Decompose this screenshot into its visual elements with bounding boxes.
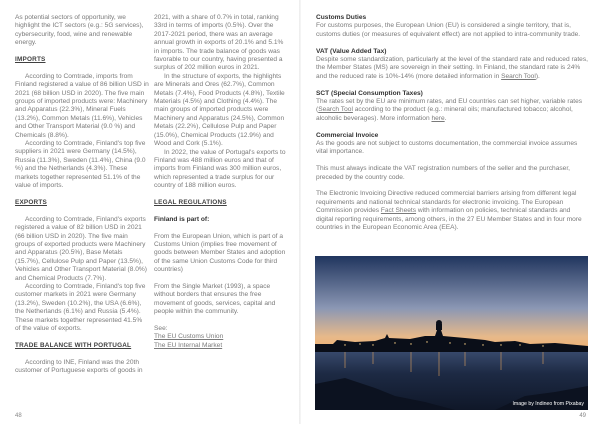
imports-heading: IMPORTS [15,56,46,64]
harbour-dusk-image [315,256,588,410]
trade-balance-paragraph: According to INE, Finland was the 20th customer of Portuguese exports of goods in [15,358,143,374]
eu-internal-market-link[interactable]: The EU Internal Market [154,341,223,349]
vat-paragraph [316,56,588,81]
exports-customers-paragraph: According to Comtrade, Finland's top five customer markets in 2021 were Germany (13.2%), Sweden (10.2%), the USA (6.6%), the Netherlands (6.1%) and Russia (5.4%). These markets together represented 41.5% of the value of exports. [15,282,146,332]
right-page-number: 49 [579,413,586,419]
left-page-number: 48 [15,413,22,419]
sct-text-middle: according to the product (e.g.: mineral oils; manufactured tobacco; alcohol, alcoholic beverages). More information [316,106,573,122]
helsinki-harbour-photo [315,256,588,410]
legal-regulations-heading: LEGAL REGULATIONS [154,198,227,206]
e-invoicing-text-end: with information on policies, technical standards and digital reporting requirements, among others, in the 27 EU Member States and in four more countries in the European Economic Area (EEA). [316,207,582,232]
e-invoicing-text: The Electronic Invoicing Directive reduced commercial barriers arising from different legal requirements and national technical standards for electronic invoicing. The European Commission provides [316,190,577,215]
sectors-paragraph: As potential sectors of opportunity, we highlight the ICT sectors (e.g.: 5G services), cybersecurity, food, wine and renewable energy. [15,14,144,47]
imports-suppliers-paragraph: According to Comtrade, Finland's top five suppliers in 2021 were Germany (14.5%), Russia (11.3%), Sweden (11.4%), China (9.0 %) and the Netherlands (4.3%). These markets together represented 51.1% of the value of imports. [15,140,146,190]
vat-text: Despite some standardization, particularly at the level of the standard rate and reduced rates, the Member States (MS) are sovereign in their setting. In Finland, the standard rate is 24% and the reduced rate is 10%-14% (more detailed information in [316,56,588,80]
sct-search-tool-link[interactable]: Search Tool [318,106,353,114]
trade-structure-paragraph: In the structure of exports, the highlights are Minerals and Ores (62.7%), Common Metals (7.4%), Food Products (4.8%), Textile Materials (4.5%) and Clothing (4.4%). The main groups of imported products were Machinery and Apparatus (24.5%), Common Metals (22.2%), Cellulose Pulp and Paper (15.0%), Chemical Products (12.9%) and Wood and Cork (5.1%). [154,72,285,148]
portugal-trade-paragraph: In 2022, the value of Portugal's exports to Finland was 488 million euros and that of imports from Finland was 300 million euros, which represented a trade surplus for our country of 188 million euros. [154,148,286,190]
vat-registration-paragraph: This must always indicate the VAT registration numbers of the seller and the purchaser, preceded by the country code. [316,165,570,181]
eu-customs-union-link[interactable]: The EU Customs Union [154,333,224,341]
vat-heading: VAT (Value Added Tax) [316,47,387,55]
imports-paragraph: According to Comtrade, imports from Finland registered a value of 86 billion USD in 2021 (68 billion USD in 2020). The five main groups of imported products were: Machinery and Apparatus (22.3%), Mineral Fuels (13.2%), Common Metals (11.6%), Vehicles and Other Transport Material (9.0 %) and Chemicals (8.8%). [15,72,149,139]
see-label: See: [154,324,168,332]
trade-balance-heading: TRADE BALANCE WITH PORTUGAL [15,341,132,349]
left-page-column-2 [154,14,290,350]
fact-sheets-link[interactable]: Fact Sheets [380,207,417,215]
sct-heading: SCT (Special Consumption Taxes) [316,89,423,97]
vat-text-end: ). [535,72,540,80]
trade-balance-continued: 2021, with a share of 0.7% in total, ranking 33rd in terms of imports (0.5%). Over the 2017-2021 period, there was an average annual growth in exports of 20.1% and 5.1% in imports. The trade balance of goods was favorable to our country, having presented a surplus of 202 million euros in 2021. [154,14,284,72]
customs-union-paragraph: From the European Union, which is part of a Customs Union (implies free movement of goods between Member States and adoption of the same Union Customs Code for third countries) [154,232,286,274]
part-of-label: Finland is part of: [154,215,210,223]
sct-text-end: . [444,114,447,122]
photo-credit: Image by Indineo from Pixabay [512,401,584,407]
left-page-column-1 [15,14,149,375]
page-gutter [299,0,301,424]
commercial-invoice-heading: Commercial Invoice [316,131,379,139]
right-page-column [316,14,588,232]
e-invoicing-paragraph [316,190,588,232]
sct-here-link[interactable]: here [431,114,445,122]
exports-heading: EXPORTS [15,198,47,206]
customs-duties-paragraph: For customs purposes, the European Union (EU) is considered a single territory, that is, customs duties (or measures of equivalent effect) are not applied to intra-community trade. [316,22,581,38]
single-market-paragraph: From the Single Market (1993), a space without borders that ensures the free movement of goods, services, capital and people within the community. [154,282,276,316]
commercial-invoice-paragraph: As the goods are not subject to customs documentation, the commercial invoice assumes vital importance. [316,140,578,156]
sct-paragraph [316,98,588,123]
vat-search-tool-link[interactable]: Search Tool [501,72,536,80]
customs-duties-heading: Customs Duties [316,14,367,21]
exports-paragraph: According to Comtrade, Finland's exports registered a value of 82 billion USD in 2021 (66 billion USD in 2020). The five main groups of exported products were Machinery and Apparatus (20.5%), Base Metals (15.7%), Cellulose Pulp and Paper (13.5%), Vehicles and Other Transport Material (8.0%) and Chemical Products (7.7%). [15,215,147,282]
sct-text: The rates set by the EU are minimum rates, and EU countries can set higher, variable rates ( [316,98,583,114]
